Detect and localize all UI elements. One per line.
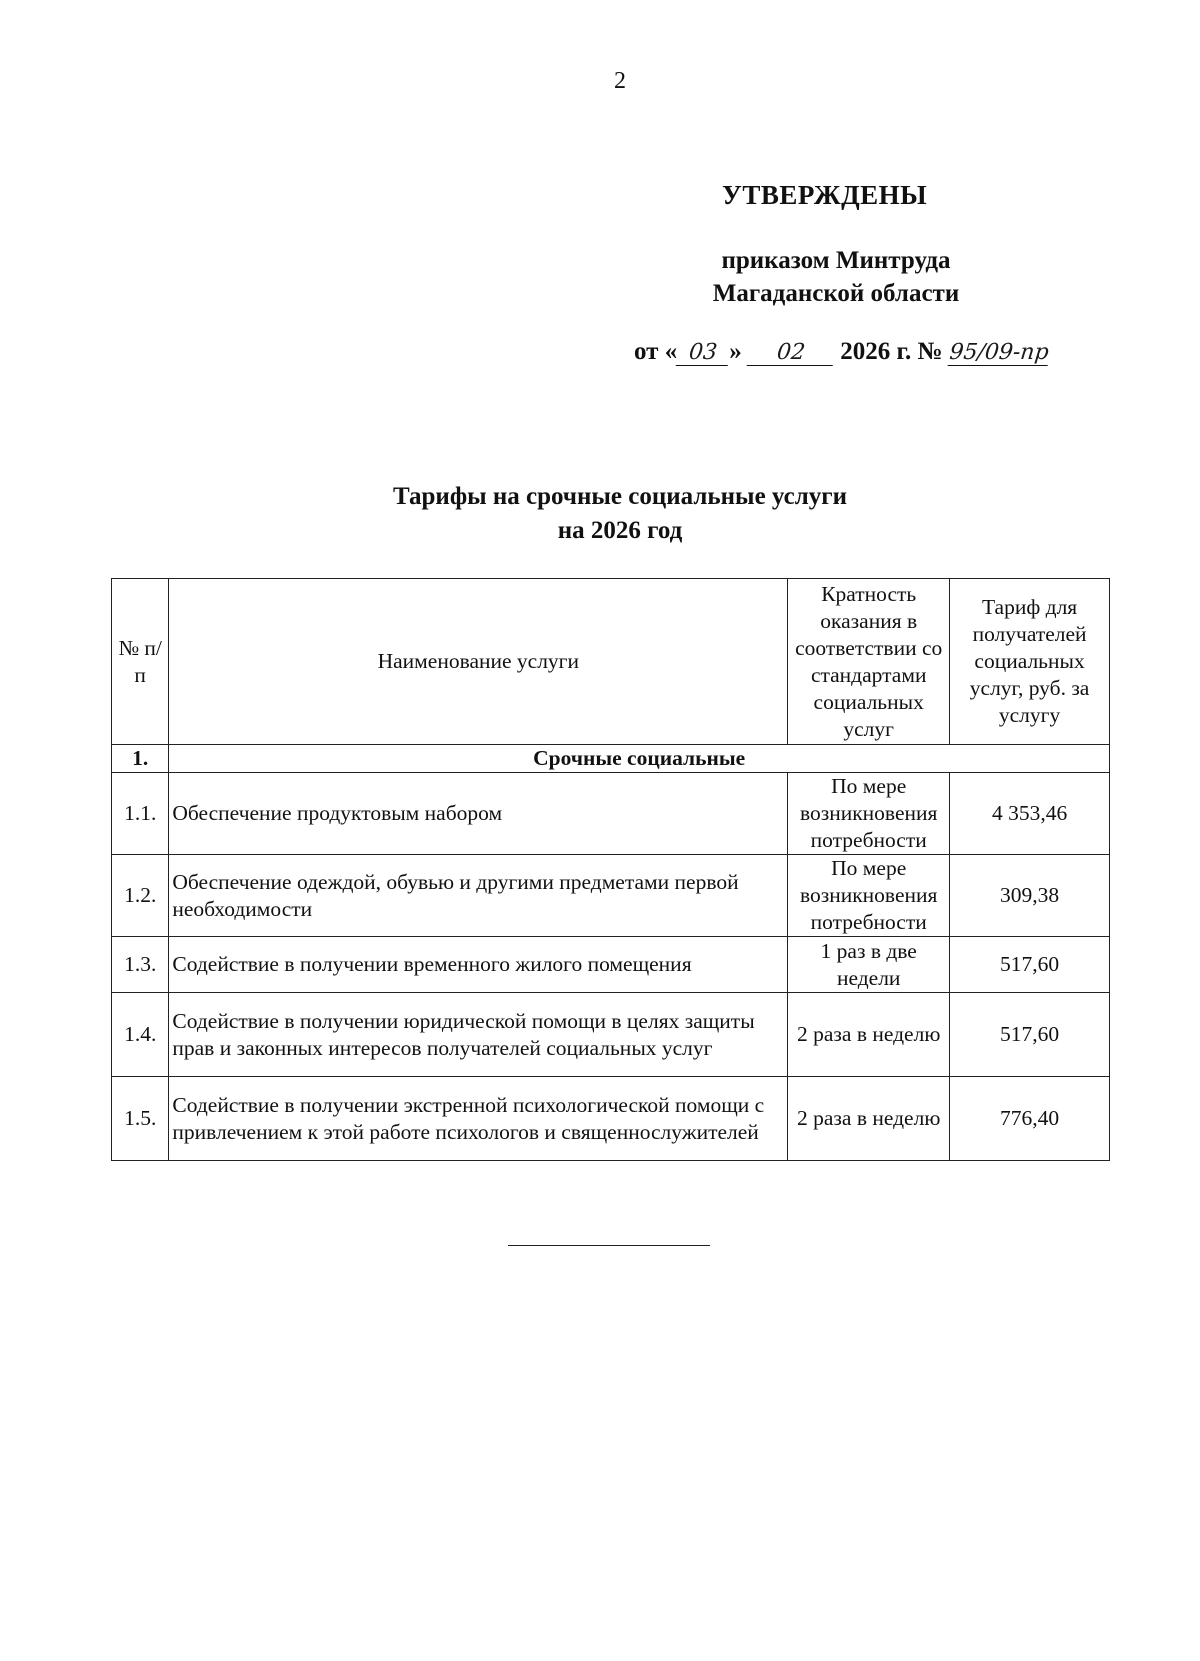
- header-service-name: Наименование услуги: [169, 579, 788, 745]
- row-frequency: 2 раза в неделю: [788, 993, 950, 1077]
- handwritten-order-number: [948, 341, 1051, 365]
- end-divider: [508, 1245, 710, 1246]
- section-title: Срочные социальные: [169, 745, 1110, 773]
- row-frequency: 1 раз в две недели: [788, 937, 950, 993]
- table-row: [112, 855, 1110, 937]
- table-row: [112, 937, 1110, 993]
- row-service-name: Содействие в получении экстренной психологической помощи с привлечением к этой работе психологов и священнослужителей: [169, 1077, 788, 1161]
- table-row: [112, 993, 1110, 1077]
- document-title-line2: на 2026 год: [557, 517, 683, 544]
- date-year-suffix: 2026 г. №: [840, 338, 943, 365]
- row-tariff: 517,60: [950, 937, 1110, 993]
- table-row: [112, 773, 1110, 855]
- header-tariff: Тариф для получателей социальных услуг, руб. за услугу: [950, 579, 1110, 745]
- table-row: [112, 1077, 1110, 1161]
- order-number-text: 95/09-пр: [948, 340, 1050, 365]
- table-header-row: [112, 579, 1110, 745]
- row-service-name: Содействие в получении юридической помощи в целях защиты прав и законных интересов получателей социальных услуг: [169, 993, 788, 1077]
- date-close: »: [729, 338, 742, 365]
- row-tariff: 776,40: [950, 1077, 1110, 1161]
- row-tariff: 309,38: [950, 855, 1110, 937]
- row-service-name: Обеспечение продуктовым набором: [169, 773, 788, 855]
- row-number: 1.1.: [112, 773, 169, 855]
- header-number: № п/п: [112, 579, 169, 745]
- section-number: 1.: [112, 745, 169, 773]
- handwritten-day: 03: [676, 341, 731, 366]
- page-number: 2: [614, 68, 626, 94]
- handwritten-month: 02: [747, 341, 836, 366]
- document-title-line1: Тарифы на срочные социальные услуги: [392, 483, 848, 510]
- date-prefix: от «: [634, 338, 678, 365]
- row-service-name: Обеспечение одеждой, обувью и другими предметами первой необходимости: [169, 855, 788, 937]
- row-tariff: 517,60: [950, 993, 1110, 1077]
- row-service-name: Содействие в получении временного жилого помещения: [169, 937, 788, 993]
- row-frequency: По мере возникновения потребности: [788, 855, 950, 937]
- header-frequency: Кратность оказания в соответствии со стандартами социальных услуг: [788, 579, 950, 745]
- row-number: 1.4.: [112, 993, 169, 1077]
- row-tariff: 4 353,46: [950, 773, 1110, 855]
- order-date-line: [634, 338, 1049, 366]
- row-number: 1.2.: [112, 855, 169, 937]
- row-number: 1.5.: [112, 1077, 169, 1161]
- row-frequency: По мере возникновения потребности: [788, 773, 950, 855]
- tariffs-table: [111, 578, 1110, 1161]
- order-issuer-line1: приказом Минтруда: [721, 247, 951, 274]
- approval-heading: УТВЕРЖДЕНЫ: [722, 180, 928, 210]
- row-number: 1.3.: [112, 937, 169, 993]
- order-issuer-line2: Магаданской области: [712, 280, 960, 307]
- section-row: [112, 745, 1110, 773]
- row-frequency: 2 раза в неделю: [788, 1077, 950, 1161]
